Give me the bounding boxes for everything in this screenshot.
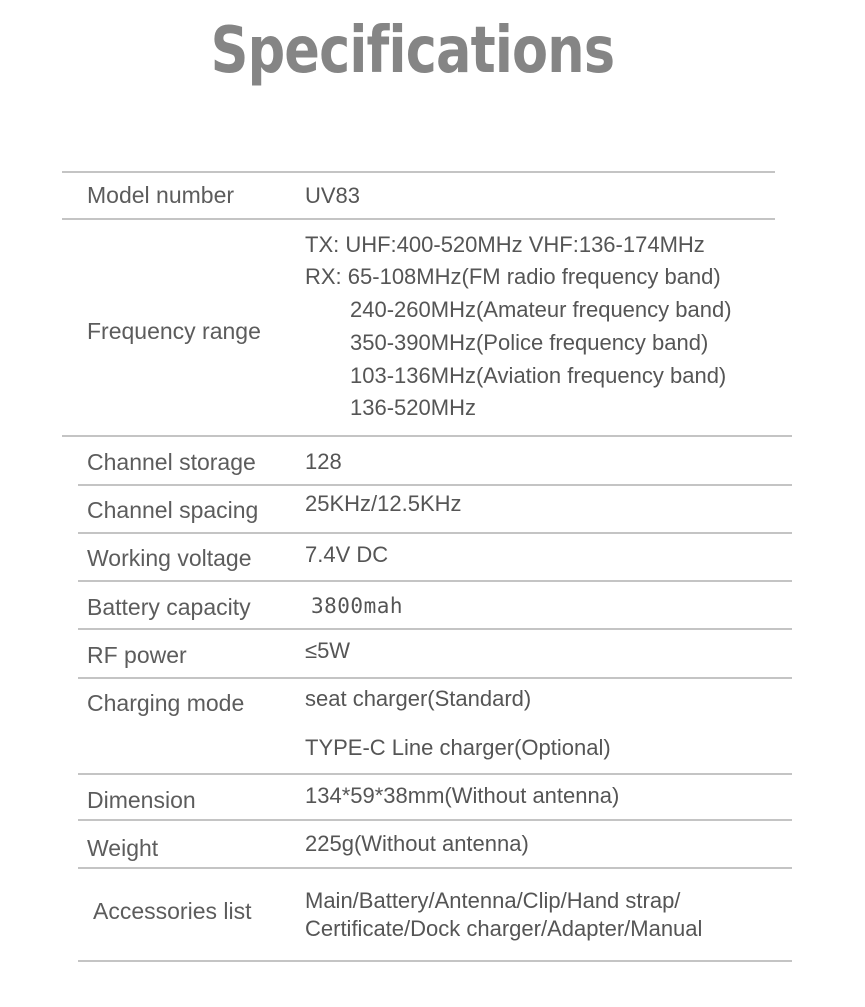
frequency-rx-line: RX: 65-108MHz(FM radio frequency band) xyxy=(305,264,721,289)
dimension-value: 134*59*38mm(Without antenna) xyxy=(305,783,620,808)
row-divider xyxy=(78,580,792,582)
row-divider xyxy=(78,532,792,534)
frequency-range-label: Frequency range xyxy=(87,318,261,344)
accessories-line-2: Certificate/Dock charger/Adapter/Manual xyxy=(305,916,703,941)
accessories-line-1: Main/Battery/Antenna/Clip/Hand strap/ xyxy=(305,888,681,913)
working-voltage-value: 7.4V DC xyxy=(305,542,389,567)
working-voltage-label: Working voltage xyxy=(87,545,252,571)
frequency-aviation-line: 103-136MHz(Aviation frequency band) xyxy=(350,363,727,388)
channel-spacing-label: Channel spacing xyxy=(87,497,259,523)
table-bottom-rule xyxy=(78,960,792,962)
frequency-amateur-line: 240-260MHz(Amateur frequency band) xyxy=(350,297,732,322)
frequency-police-line: 350-390MHz(Police frequency band) xyxy=(350,330,709,355)
row-divider xyxy=(78,628,792,630)
weight-value: 225g(Without antenna) xyxy=(305,831,529,856)
row-divider xyxy=(78,773,792,775)
row-divider xyxy=(78,819,792,821)
model-number-label: Model number xyxy=(87,182,235,208)
model-number-value: UV83 xyxy=(305,183,361,208)
rf-power-label: RF power xyxy=(87,642,187,668)
channel-storage-value: 128 xyxy=(305,449,342,474)
row-divider xyxy=(62,218,775,220)
frequency-tx-line: TX: UHF:400-520MHz VHF:136-174MHz xyxy=(305,232,705,257)
dimension-label: Dimension xyxy=(87,787,196,813)
channel-storage-label: Channel storage xyxy=(87,449,256,475)
frequency-full-range-line: 136-520MHz xyxy=(350,395,476,420)
rf-power-value: ≤5W xyxy=(305,638,351,663)
accessories-list-label: Accessories list xyxy=(93,898,252,924)
row-divider xyxy=(78,484,792,486)
charging-mode-label: Charging mode xyxy=(87,690,245,716)
row-divider xyxy=(62,435,792,437)
charging-mode-optional: TYPE-C Line charger(Optional) xyxy=(305,735,611,760)
page-title: Specifications xyxy=(210,14,615,88)
table-top-rule xyxy=(62,171,775,173)
weight-label: Weight xyxy=(87,835,159,861)
battery-capacity-label: Battery capacity xyxy=(87,594,251,620)
row-divider xyxy=(78,867,792,869)
row-divider xyxy=(78,677,792,679)
charging-mode-standard: seat charger(Standard) xyxy=(305,686,532,711)
battery-capacity-value: 3800mah xyxy=(311,594,404,618)
channel-spacing-value: 25KHz/12.5KHz xyxy=(305,491,462,516)
